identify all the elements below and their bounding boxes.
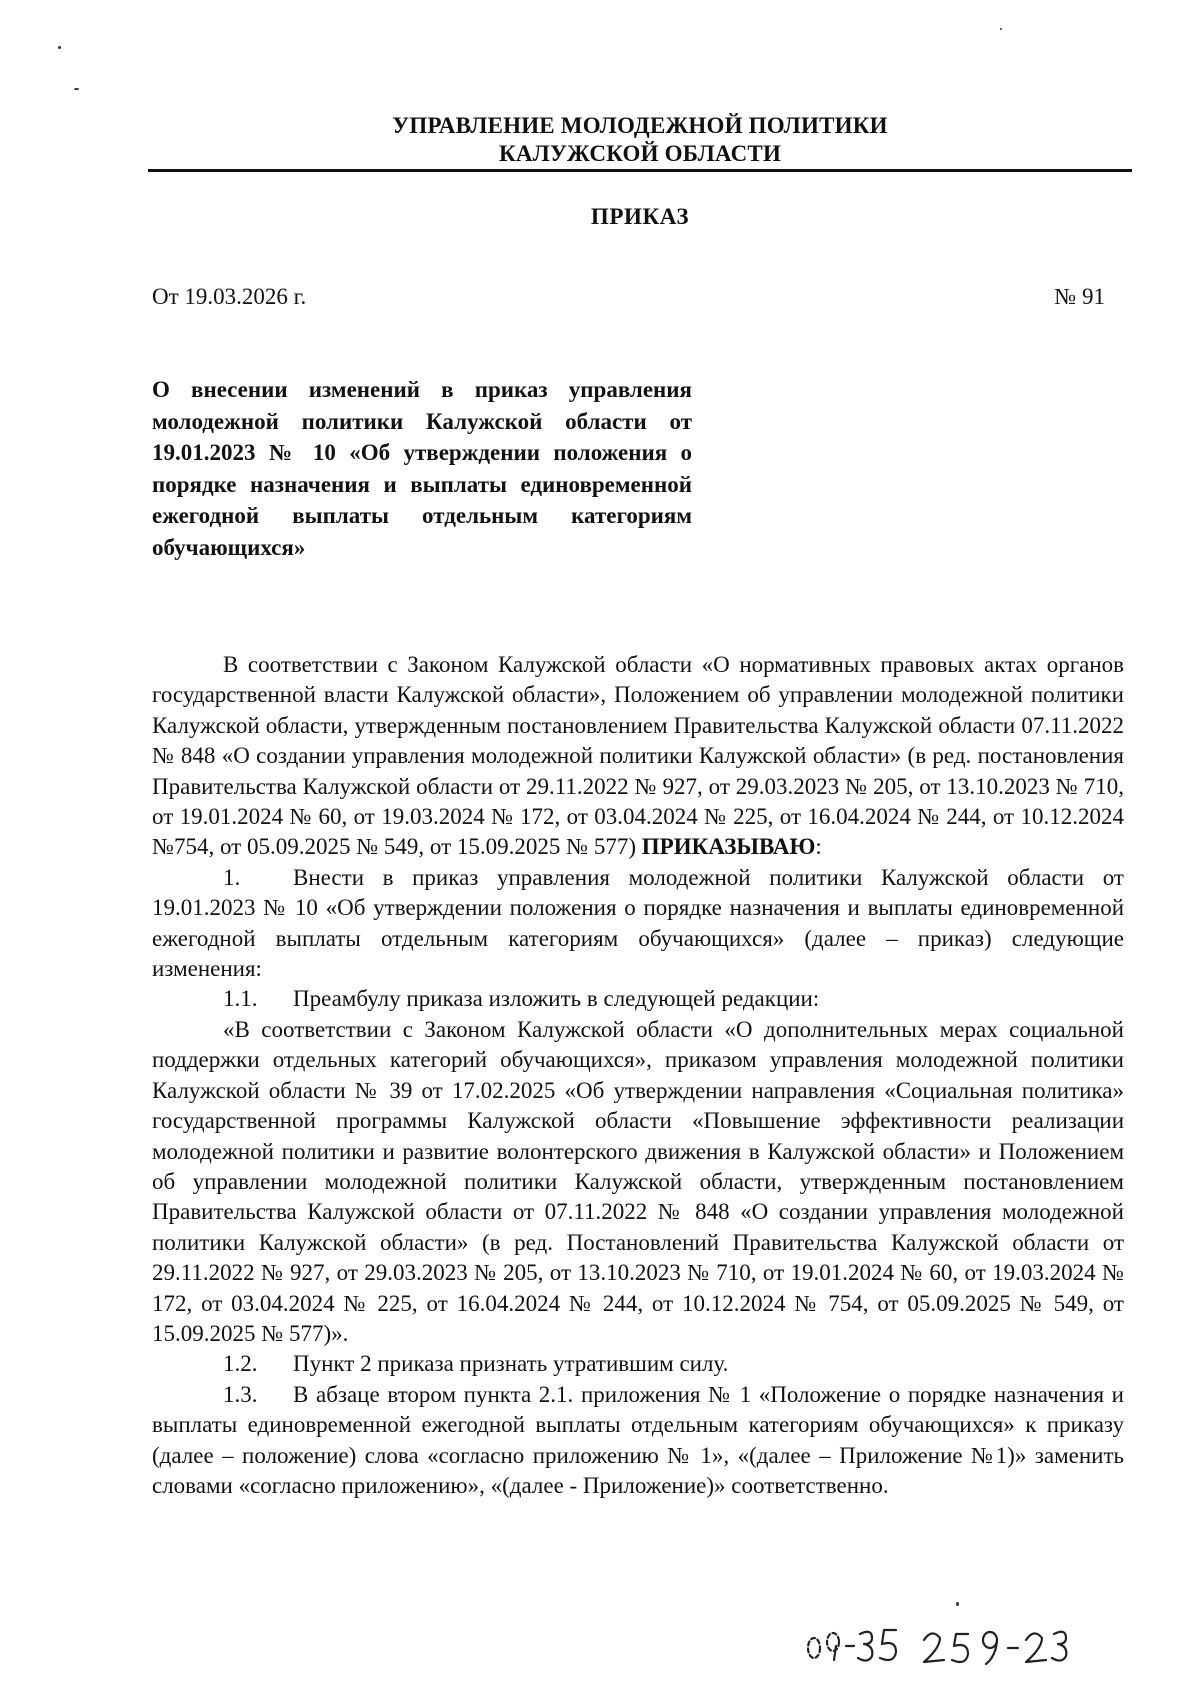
item-1-1-quote <box>152 1015 1124 1349</box>
item-1-3 <box>152 1380 1124 1502</box>
document-number: № 91 <box>1054 284 1105 309</box>
preamble-paragraph: В соответствии с Законом Калужской области «О нормативных правовых актах органов государственной власти Калужской области», Положением об управлении молодежной политики Калужской области, утвержденным постановлением Правительства Калужской области 07.11.2022 № 848 «О создании управления молодежной политики Калужской области» (в ред. постановления Правительства Калужской области от 29.11.2022 № 927, от 29.03.2023 № 205, от 13.10.2023 № 710, от 19.01.2024 № 60, от 19.03.2024 № 172, от 03.04.2024 № 225, от 16.04.2024 № 244, от 10.12.2024 №754, от 05.09.2025 № 549, от 15.09.2025 № 577) ПРИКАЗЫВАЮ: <box>152 652 1124 860</box>
organization-header <box>150 112 1130 168</box>
item-1 <box>152 863 1124 985</box>
document-date: От 19.03.2026 г. <box>152 284 307 309</box>
item-number: 1.3. <box>223 1381 258 1407</box>
header-divider <box>148 169 1132 172</box>
document-title: О внесении изменений в приказ управления молодежной политики Калужской области от 19.01.2023 № 10 «Об утверждении положения о порядке назначения и выплаты единовременной ежегодной выплаты отдельным категориям обучающихся» <box>152 377 692 560</box>
scan-speck <box>74 88 79 90</box>
item-number: 1. <box>223 864 241 890</box>
item-number: 1.2. <box>223 1351 258 1377</box>
item-text: В абзаце втором пункта 2.1. приложения № 1 «Положение о порядке назначения и выплаты единовременной ежегодной выплаты отдельным категориям обучающихся» к приказу (далее – положение) слова «согласно приложению № 1», «(далее – Приложение №1)» заменить словами «согласно приложению», «(далее - Приложение)» соответственно. <box>152 1381 1124 1498</box>
document-type: ПРИКАЗ <box>590 204 690 229</box>
item-text: Пункт 2 приказа признать утратившим силу. <box>293 1351 729 1377</box>
order-word: ПРИКАЗЫВАЮ <box>641 834 816 860</box>
organization-name-line-2: КАЛУЖСКОЙ ОБЛАСТИ <box>498 141 782 166</box>
item-1-2 <box>152 1349 1124 1379</box>
document-body <box>152 650 1124 1501</box>
item-text: «В соответствии с Законом Калужской области «О дополнительных мерах социальной поддержки отдельных категорий обучающихся», приказом управления молодежной политики Калужской области № 39 от 17.02.2025 «Об утверждении направления «Социальная политика» государственной программы Калужской области «Повышение эффективности реализации молодежной политики и развитие волонтерского движения в Калужской области» и Положением об управлении молодежной политики Калужской области, утвержденным постановлением Правительства Калужской области от 07.11.2022 № 848 «О создании управления молодежной политики Калужской области» (в ред. Постановлений Правительства Калужской области от 29.11.2022 № 927, от 29.03.2023 № 205, от 13.10.2023 № 710, от 19.01.2024 № 60, от 19.03.2024 № 172, от 03.04.2024 № 225, от 16.04.2024 № 244, от 10.12.2024 № 754, от 05.09.2025 № 549, от 15.09.2025 № 577)». <box>152 1016 1124 1346</box>
item-number: 1.1. <box>223 986 258 1012</box>
scan-speck <box>1000 28 1002 30</box>
preamble-text: В соответствии с Законом Калужской области «О нормативных правовых актах органов государственной власти Калужской области», Положением об управлении молодежной политики Калужской области, утвержденным постановлением Правительства Калужской области 07.11.2022 № 848 «О создании управления молодежной политики Калужской области» (в ред. постановления Правительства Калужской области от 29.11.2022 № 927, от 29.03.2023 № 205, от 13.10.2023 № 710, от 19.01.2024 № 60, от 19.03.2024 № 172, от 03.04.2024 № 225, от 16.04.2024 № 244, от 10.12.2024 №754, от 05.09.2025 № 549, от 15.09.2025 № 577) <box>152 652 1124 860</box>
item-1-1 <box>152 984 1124 1014</box>
item-text: Внести в приказ управления молодежной политики Калужской области от 19.01.2023 № 10 «Об утверждении положения о порядке назначения и выплаты единовременной ежегодной выплаты отдельным категориям обучающихся» (далее – приказ) следующие изменения: <box>152 864 1124 982</box>
item-text: Преамбулу приказа изложить в следующей редакции: <box>293 986 820 1012</box>
scan-speck <box>956 1602 959 1606</box>
organization-name-line-1: УПРАВЛЕНИЕ МОЛОДЕЖНОЙ ПОЛИТИКИ <box>392 113 888 138</box>
scan-speck <box>58 46 61 49</box>
handwritten-registration-mark <box>800 1612 1100 1672</box>
